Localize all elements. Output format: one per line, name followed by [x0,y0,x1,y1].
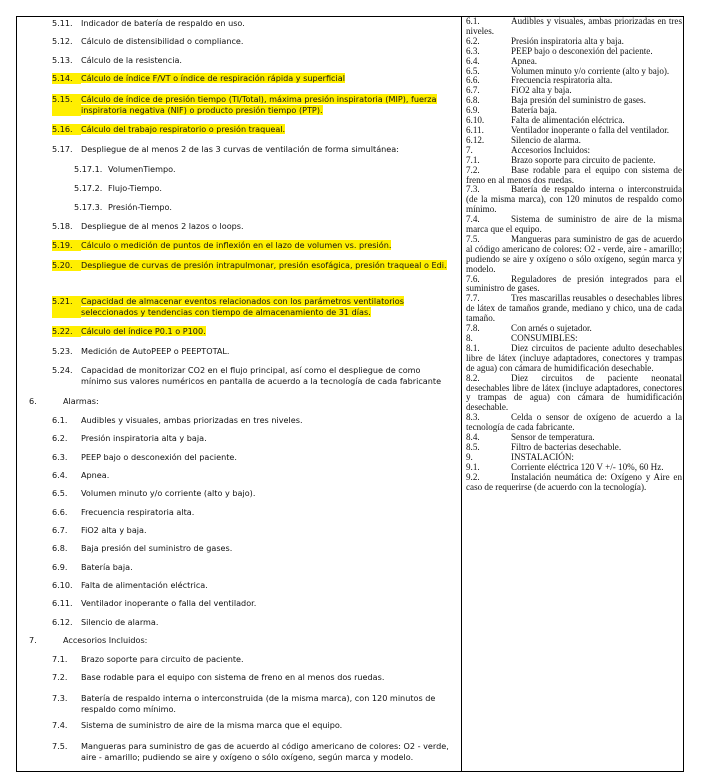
item-text: Cálculo del índice P0.1 o P100. [81,326,206,336]
item-number: 5.20. [52,260,81,271]
left-list-item [52,36,453,47]
item-number: 5.18. [52,221,73,231]
left-list-item [52,741,453,763]
item-number: 7.7. [466,293,480,304]
left-list-item [29,396,453,407]
item-number: 7.6. [466,273,480,284]
item-number: 5.17. [52,144,73,154]
left-list-item [52,144,453,155]
item-number: 6.6. [52,507,68,517]
left-list-item [52,562,453,573]
left-list-item [52,470,453,481]
left-list-item [52,124,453,135]
item-number: 5.23. [52,346,73,356]
right-list-item [466,294,682,324]
item-number: 6.12. [466,134,485,145]
item-number: 5.21. [52,296,81,318]
left-list-item [29,635,453,646]
item-text: Tres mascarillas reusables o desechables libres de látex de tamaños grande, mediano y chico, una de cada tamaño. [466,293,682,324]
left-list-item [52,693,453,715]
item-number: 5.19. [52,240,81,251]
item-text: Presión inspiratoria alta y baja. [511,35,624,46]
left-list-item [52,720,453,731]
right-list-item [466,76,682,86]
right-list-item [466,443,682,453]
right-column [466,17,682,771]
item-text: Cálculo del trabajo respiratorio o presión traqueal. [81,124,286,134]
item-text: Ventilador inoperante o falla del ventilador. [511,124,670,135]
item-number: 9.2. [466,471,480,482]
item-text: Despliegue de curvas de presión intrapulmonar, presión esofágica, presión traqueal o Edi. [81,260,447,270]
item-text: Volumen minuto y/o corriente (alto y bajo). [511,65,670,76]
item-text: Base rodable para el equipo con sistema de freno en al menos dos ruedas. [81,672,385,682]
left-list-item [52,488,453,499]
item-text: Accesorios Incluidos: [63,635,148,645]
item-text: Cálculo de índice F/VT o índice de respiración rápida y superficial [81,73,345,83]
item-number: 7.3. [466,184,480,195]
item-text: VolumenTiempo. [108,164,176,174]
item-number: 6.1. [466,16,480,26]
item-number: 6.5. [52,488,68,498]
item-number: 6.2. [466,35,480,46]
item-number: 8.2. [466,372,480,383]
item-number: 7.4. [52,720,68,730]
item-number: 9.1. [466,461,480,472]
item-text: Capacidad de almacenar eventos relacionados con los parámetros ventilatorios seleccionados y tendencias con tiempo de almacenamiento de 31 días. [81,296,404,317]
item-number: 6. [29,396,37,406]
right-list-item [466,275,682,295]
item-text: Silencio de alarma. [511,134,581,145]
item-text: Frecuencia respiratoria alta. [511,75,613,86]
item-text: Apnea. [81,470,110,480]
item-text: Frecuencia respiratoria alta. [81,507,195,517]
item-number: 7.3. [52,693,68,703]
item-text: Volumen minuto y/o corriente (alto y bajo). [81,488,256,498]
right-list-item [466,374,682,414]
left-list-item [52,654,453,665]
item-number: 6.3. [52,452,68,462]
item-text: Indicador de batería de respaldo en uso. [81,18,245,28]
item-number: 5.17.3. [74,202,103,212]
item-text: FiO2 alta y baja. [81,525,147,535]
item-number: 6.3. [466,45,480,56]
item-text: Batería de respaldo interna o interconstruida (de la misma marca), con 120 minutos de respaldo como mínimo. [81,693,436,714]
item-number: 6.7. [52,525,68,535]
item-text: FiO2 alta y baja. [511,85,572,96]
left-list-item [74,164,453,175]
left-list-item [74,183,453,194]
left-list-item [52,326,453,337]
item-number: 7.5. [466,233,480,244]
left-list-item [52,452,453,463]
item-text: Medición de AutoPEEP o PEEPTOTAL. [81,346,230,356]
item-text: Falta de alimentación eléctrica. [511,115,625,126]
item-number: 8. [466,333,473,343]
item-number: 6.2. [52,433,68,443]
right-list-item [466,473,682,493]
item-number: 6.6. [466,75,480,86]
right-list-item [466,235,682,275]
left-list-item [52,433,453,444]
item-text: Silencio de alarma. [81,617,159,627]
item-number: 8.4. [466,432,480,443]
spec-table [16,16,684,772]
left-list-item [52,507,453,518]
item-text: Batería baja. [511,105,557,116]
left-list-item [52,580,453,591]
item-text: Accesorios Incluidos: [511,144,591,155]
item-text: Cálculo o medición de puntos de inflexión en el lazo de volumen vs. presión. [81,240,392,250]
item-number: 5.12. [52,36,73,46]
left-list-item [52,94,453,116]
item-number: 5.16. [52,124,81,135]
item-number: 6.11. [52,598,73,608]
right-list-item [466,47,682,57]
left-list-item [52,240,453,251]
left-list-item [52,18,453,29]
left-list-item [52,221,453,232]
item-text: PEEP bajo o desconexión del paciente. [81,452,237,462]
item-number: 8.1. [466,342,480,353]
item-text: Brazo soporte para circuito de paciente. [511,154,656,165]
item-number: 6.4. [466,55,480,66]
item-text: Cálculo de distensibilidad o compliance. [81,36,244,46]
item-text: Presión inspiratoria alta y baja. [81,433,207,443]
item-text: Ventilador inoperante o falla del ventilador. [81,598,257,608]
item-text: Despliegue de al menos 2 de las 3 curvas de ventilación de forma simultánea: [81,144,399,154]
item-number: 5.22. [52,326,81,337]
item-number: 6.10. [52,580,73,590]
item-number: 7.2. [466,164,480,175]
left-list-item [52,672,453,683]
item-number: 6.8. [52,543,68,553]
item-text: Audibles y visuales, ambas priorizadas en tres niveles. [466,16,682,36]
item-text: Mangueras para suministro de gas de acuerdo al código americano de colores: O2 - verde, aire - amarillo; pudiendo se aire y oxígeno o sólo oxígeno, según marca y modelo. [466,233,682,274]
item-text: CONSUMIBLES: [511,333,578,343]
item-number: 6.9. [52,562,68,572]
item-number: 6.1. [52,415,68,425]
left-list-item [52,55,453,66]
item-text: Filtro de bacterias desechable. [511,441,622,452]
item-number: 5.24. [52,365,73,375]
left-list-item [52,543,453,554]
right-list-item [466,344,682,374]
item-text: Despliegue de al menos 2 lazos o loops. [81,221,244,231]
item-text: Apnea. [511,55,538,66]
item-text: Baja presión del suministro de gases. [81,543,233,553]
item-number: 6.12. [52,617,73,627]
left-list-item [74,202,453,213]
item-number: 7. [29,635,37,645]
item-text: Falta de alimentación eléctrica. [81,580,208,590]
item-number: 5.17.1. [74,164,103,174]
item-number: 6.10. [466,115,485,126]
item-text: Batería baja. [81,562,133,572]
item-text: Cálculo de índice de presión tiempo (TI/Total), máxima presión inspiratoria (MIP), fuerza inspiratoria negativa (NIF) o producto presión tiempo (PTP). [81,94,437,115]
item-number: 7.1. [52,654,68,664]
item-text: INSTALACIÓN: [511,451,574,462]
left-list-item [52,73,453,84]
item-text: Celda o sensor de oxígeno de acuerdo a la tecnología de cada fabricante. [466,412,682,433]
item-text: PEEP bajo o desconexión del paciente. [511,45,653,56]
right-list-item [466,185,682,215]
item-text: Audibles y visuales, ambas priorizadas en tres niveles. [81,415,303,425]
item-text: Presión-Tiempo. [108,202,172,212]
left-list-item [52,617,453,628]
item-text: Baja presión del suministro de gases. [511,95,646,106]
item-number: 7.8. [466,323,480,334]
item-text: Reguladores de presión integrados para el suministro de gases. [466,273,682,294]
left-list-item [52,415,453,426]
left-list-item [52,260,453,271]
item-number: 8.3. [466,412,480,423]
item-number: 5.13. [52,55,73,65]
right-list-item [466,17,682,37]
item-text: Con arnés o sujetador. [511,323,592,334]
left-list-item [52,346,453,357]
left-list-item [52,365,453,387]
item-number: 9. [466,451,473,462]
item-text: Diez circuitos de paciente adulto desechables libre de látex (incluye adaptadores, conectores y trampas de agua) con cámara de humidificación desechable. [466,342,682,373]
item-text: Capacidad de monitorizar CO2 en el flujo principal, así como el despliegue de como mínimo sus valores numéricos en pantalla de acuerdo a la tecnología de cada fabricante [81,365,442,386]
item-number: 8.5. [466,441,480,452]
item-number: 5.15. [52,94,81,116]
item-text: Flujo-Tiempo. [108,183,162,193]
left-list-item [52,296,453,318]
item-number: 6.4. [52,470,68,480]
item-number: 5.11. [52,18,73,28]
left-list-item [52,525,453,536]
item-text: Brazo soporte para circuito de paciente. [81,654,244,664]
right-list-item [466,413,682,433]
item-number: 6.8. [466,95,480,106]
item-text: Sistema de suministro de aire de la misma marca que el equipo. [466,214,682,235]
right-list-item [466,166,682,186]
item-number: 7.2. [52,672,68,682]
left-column [17,17,461,771]
item-text: Diez circuitos de paciente neonatal desechables libre de látex (incluye adaptadores, conectores y trampas de agua) con cámara de humidificación desechable. [466,372,682,413]
item-number: 7.4. [466,214,480,225]
item-text: Sistema de suministro de aire de la misma marca que el equipo. [81,720,343,730]
item-text: Batería de respaldo interna o interconstruida (de la misma marca), con 120 minutos de respaldo como mínimo. [466,184,682,215]
left-list-item [52,598,453,609]
item-number: 6.7. [466,85,480,96]
right-list-item [466,215,682,235]
item-number: 7. [466,144,473,155]
item-number: 7.1. [466,154,480,165]
right-list-item [466,96,682,106]
column-divider [461,17,462,771]
item-number: 6.11. [466,124,484,135]
item-text: Alarmas: [63,396,99,406]
item-text: Sensor de temperatura. [511,432,595,443]
item-number: 5.17.2. [74,183,103,193]
item-text: Cálculo de la resistencia. [81,55,183,65]
item-text: Base rodable para el equipo con sistema de freno en al menos dos ruedas. [466,164,682,185]
item-text: Mangueras para suministro de gas de acuerdo al código americano de colores: O2 - verde, aire - amarillo; pudiendo se aire y oxígeno o sólo oxígeno, según marca y modelo. [81,741,449,762]
item-number: 6.9. [466,105,480,116]
item-number: 7.5. [52,741,68,751]
item-number: 5.14. [52,73,81,84]
item-text: Instalación neumática de: Oxígeno y Aire en caso de requerirse (de acuerdo con la tecnología). [466,471,682,492]
item-number: 6.5. [466,65,480,76]
item-text: Corriente eléctrica 120 V +/- 10%, 60 Hz. [511,461,664,472]
